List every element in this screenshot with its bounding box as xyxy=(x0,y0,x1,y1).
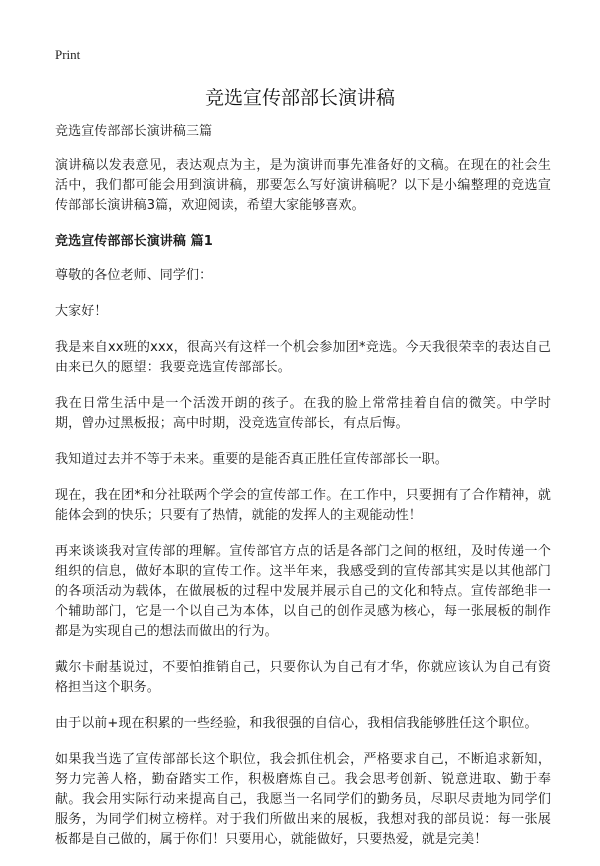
print-link[interactable]: Print xyxy=(55,47,81,62)
intro-paragraph: 演讲稿以发表意见，表达观点为主，是为演讲而事先准备好的文稿。在现在的社会生活中，我们都可能会用到演讲稿，那要怎么写好演讲稿呢？以下是小编整理的竞选宣传部部长演讲稿3篇，欢迎阅读，希望大家能够喜欢。 xyxy=(55,158,551,213)
paragraph: 戴尔卡耐基说过，不要怕推销自己，只要你认为自己有才华，你就应该认为自己有资格担当这个职务。 xyxy=(55,660,551,695)
page-title: 竞选宣传部部长演讲稿 xyxy=(204,87,395,109)
paragraph-greeting: 大家好！ xyxy=(55,304,108,319)
paragraph: 由于以前+现在积累的一些经验，和我很强的自信心，我相信我能够胜任这个职位。 xyxy=(55,716,538,731)
section-heading: 竞选宣传部部长演讲稿 篇1 xyxy=(55,234,213,249)
paragraph: 如果我当选了宣传部部长这个职位，我会抓住机会，严格要求自己，不断追求新知，努力完善人格，勤奋踏实工作，积极磨炼自己。我会思考创新、锐意进取、勤于奉献。我会用实际行动来提高自己，我愿当一名同学们的勤务员，尽职尽责地为同学们服务，为同学们树立榜样。对于我们所做出来的展板，我想对我的部员说：每一张展板都是自己做的，属于你们！只要用心，就能做好，只要热爱，就是完美！ xyxy=(55,752,551,847)
article-body xyxy=(55,122,551,866)
paragraph: 现在，我在团*和分社联两个学会的宣传部工作。在工作中，只要拥有了合作精神，就能体会到的快乐；只要有了热情，就能的发挥人的主观能动性！ xyxy=(55,488,551,523)
paragraph-salutation: 尊敬的各位老师、同学们： xyxy=(55,268,213,283)
paragraph: 再来谈谈我对宣传部的理解。宣传部官方点的话是各部门之间的枢纽，及时传递一个组织的信息，做好本职的宣传工作。这半年来，我感受到的宣传部其实是以其他部门的各项活动为载体，在做展板的过程中发展并展示自己的文化和特点。宣传部绝非一个辅助部门，它是一个以自己为本体，以自己的创作灵感为核心，每一张展板的制作都是为实现自己的想法而做出的行为。 xyxy=(55,544,551,639)
paragraph: 我是来自xx班的xxx，很高兴有这样一个机会参加团*竞选。今天我很荣幸的表达自己由来已久的愿望：我要竞选宣传部部长。 xyxy=(55,340,551,375)
paragraph: 我知道过去并不等于未来。重要的是能否真正胜任宣传部部长一职。 xyxy=(55,452,449,467)
article-subtitle: 竞选宣传部部长演讲稿三篇 xyxy=(55,124,213,139)
paragraph: 我在日常生活中是一个活泼开朗的孩子。在我的脸上常常挂着自信的微笑。中学时期，曾办过黑板报；高中时期，没竞选宣传部长，有点后悔。 xyxy=(55,396,551,431)
